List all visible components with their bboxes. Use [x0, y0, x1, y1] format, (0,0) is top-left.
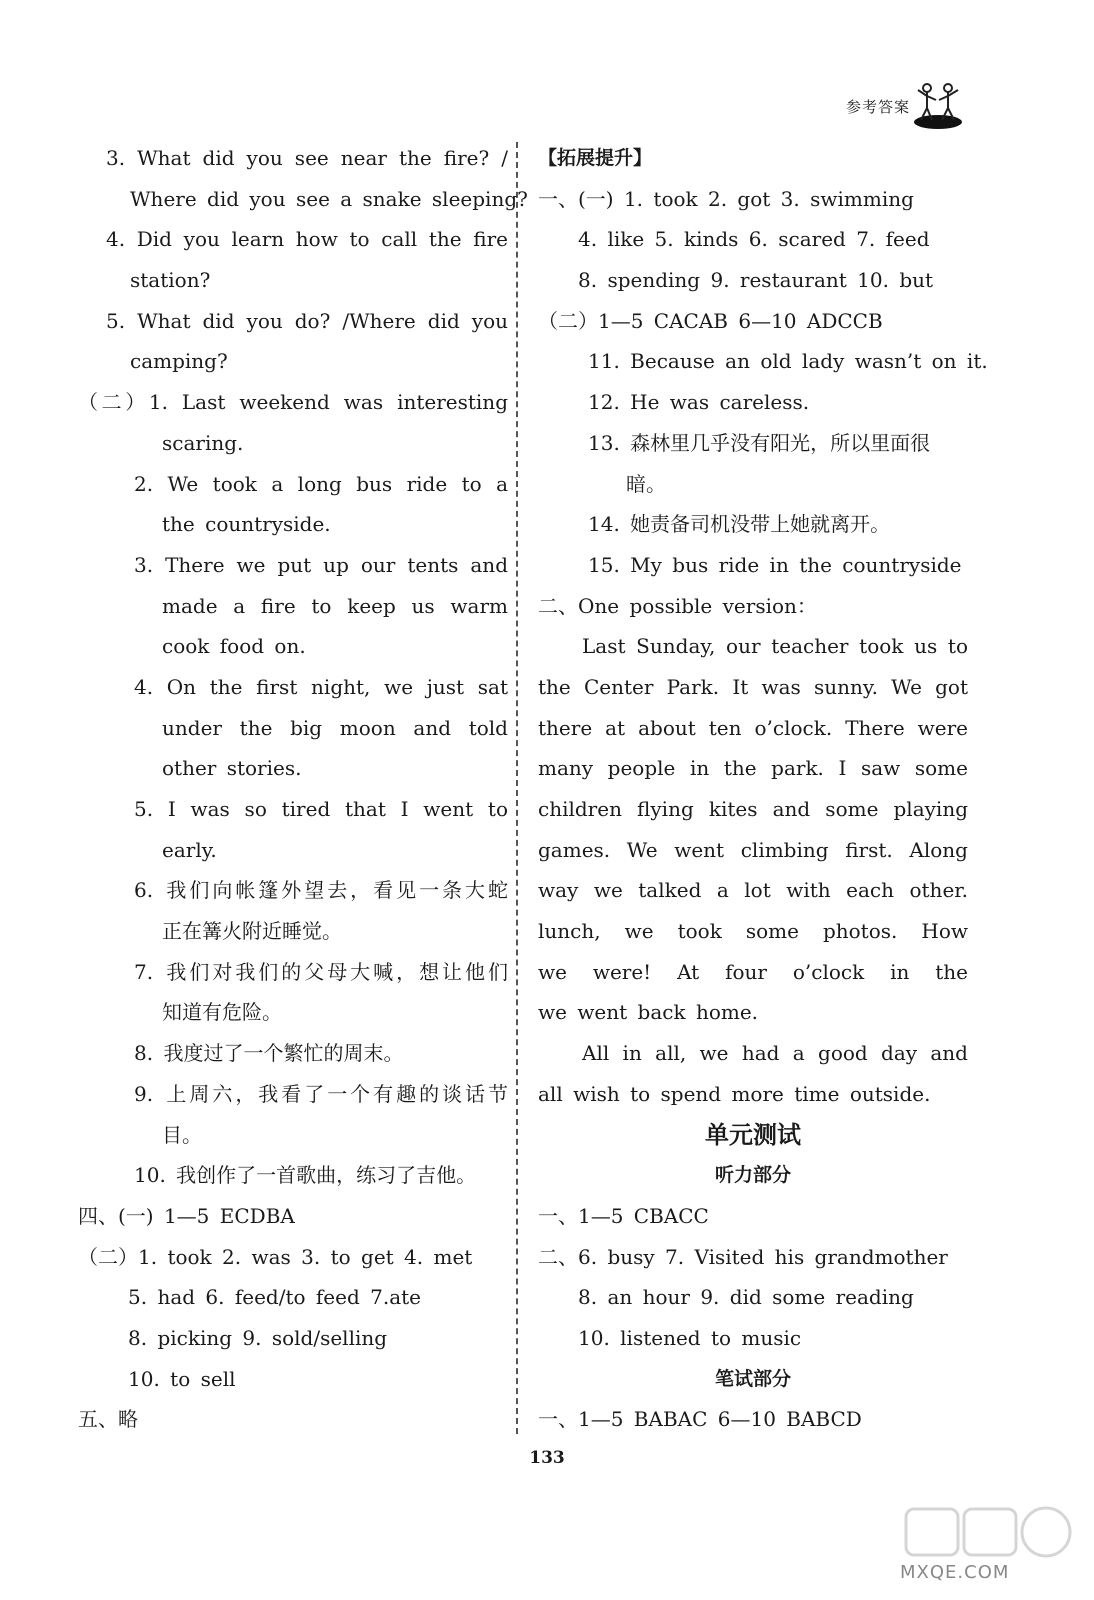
answer-line: 8. spending 9. restaurant 10. but [578, 268, 934, 293]
essay-line: many people in the park. I saw some [538, 756, 968, 781]
written-answers [538, 1399, 968, 1440]
answer-line: 二、One possible version： [538, 593, 817, 618]
answer-line: 正在篝火附近睡觉。 [162, 919, 342, 944]
answer-line: 8. an hour 9. did some reading [578, 1285, 914, 1310]
watermark-text: MXQE.COM [900, 1562, 1010, 1583]
written-title: 笔试部分 [714, 1367, 791, 1390]
answer-line: 知道有危险。 [162, 1000, 282, 1025]
answer-line: 10. to sell [128, 1366, 236, 1391]
answer-line: 五、略 [78, 1407, 138, 1432]
answer-line: 4. On the first night, we just sat [134, 674, 508, 699]
essay-line: children flying kites and some playing [538, 797, 968, 821]
answer-line: scaring. [162, 430, 244, 455]
answer-line: 6. 我们向帐篷外望去，看见一条大蛇 [134, 878, 508, 903]
answer-line: 12. He was careless. [588, 390, 810, 415]
header-label: 参考答案 [846, 98, 911, 116]
essay-line: there at about ten o’clock. There were [538, 715, 968, 740]
answer-line: the countryside. [162, 512, 331, 537]
essay-line: All in all, we had a good day and [582, 1041, 968, 1066]
answer-line: station? [130, 268, 211, 293]
sample-essay [538, 626, 968, 1114]
essay-line: games. We went climbing first. Along [538, 837, 968, 862]
expansion-answers [538, 179, 988, 627]
answer-line: 暗。 [626, 471, 666, 496]
answer-line: 目。 [162, 1122, 202, 1147]
answer-line: camping? [130, 349, 228, 374]
answer-line: 15. My bus ride in the countryside [588, 552, 962, 577]
answer-line: 5. I was so tired that I went to [134, 797, 508, 821]
answer-line: 13. 森林里几乎没有阳光，所以里面很 [588, 430, 931, 455]
essay-line: lunch, we took some photos. How [538, 919, 968, 944]
answer-line: 3. There we put up our tents and [134, 552, 508, 577]
answer-line: 一、1—5 BABAC 6—10 BABCD [538, 1407, 862, 1432]
essay-line: the Center Park. It was sunny. We got [538, 674, 968, 699]
answer-line: 10. 我创作了一首歌曲，练习了吉他。 [134, 1163, 477, 1188]
listening-answers [538, 1196, 968, 1359]
answer-line: cook food on. [162, 634, 306, 659]
page-number: 133 [529, 1448, 565, 1468]
listening-title: 听力部分 [714, 1164, 791, 1187]
answer-line: early. [162, 837, 217, 862]
essay-line: all wish to spend more time outside. [538, 1081, 931, 1106]
answer-line: 10. listened to music [578, 1325, 802, 1350]
answer-line: （二）1—5 CACAB 6—10 ADCCB [538, 308, 883, 333]
answer-line: 8. 我度过了一个繁忙的周末。 [134, 1041, 404, 1066]
essay-line: we were! At four o’clock in the [538, 959, 968, 984]
answer-line: 一、1—5 CBACC [538, 1203, 709, 1228]
answer-line: Where did you see a snake sleeping? [130, 186, 528, 211]
answer-line: 11. Because an old lady wasn’t on it. [588, 349, 988, 374]
answer-line: （二）1. Last weekend was interesting [78, 390, 508, 415]
section-title: 【拓展提升】 [538, 147, 653, 169]
answer-line: 4. like 5. kinds 6. scared 7. feed [578, 227, 930, 252]
answer-line: 7. 我们对我们的父母大喊，想让他们 [134, 959, 508, 984]
answer-line: 5. What did you do? /Where did you [106, 308, 508, 333]
answer-line: 9. 上周六，我看了一个有趣的谈话节 [134, 1081, 508, 1106]
answer-line: 一、(一) 1. took 2. got 3. swimming [538, 186, 914, 211]
answer-line: 4. Did you learn how to call the fire [106, 227, 508, 252]
answer-line: 二、6. busy 7. Visited his grandmother [538, 1244, 948, 1269]
right-column [538, 138, 988, 1440]
answer-line: 四、(一) 1—5 ECDBA [78, 1203, 295, 1228]
essay-line: way we talked a lot with each other. [538, 878, 968, 903]
answer-line: 3. What did you see near the fire? / [106, 146, 508, 170]
unit-test-title: 单元测试 [705, 1120, 801, 1149]
column-divider [516, 142, 518, 1434]
answer-line: made a fire to keep us warm [162, 593, 508, 618]
answer-line: 8. picking 9. sold/selling [128, 1325, 388, 1350]
answer-line: 14. 她责备司机没带上她就离开。 [588, 512, 891, 537]
answer-line: under the big moon and told [162, 715, 508, 740]
essay-line: we went back home. [538, 1000, 759, 1025]
left-column [78, 138, 528, 1440]
essay-line: Last Sunday, our teacher took us to [582, 634, 968, 659]
figures-logo-icon [912, 78, 964, 130]
answer-line: other stories. [162, 756, 302, 781]
answer-line: （二）1. took 2. was 3. to get 4. met [78, 1244, 473, 1269]
answer-line: 5. had 6. feed/to feed 7.ate [128, 1285, 422, 1310]
answer-line: 2. We took a long bus ride to a [134, 471, 508, 496]
